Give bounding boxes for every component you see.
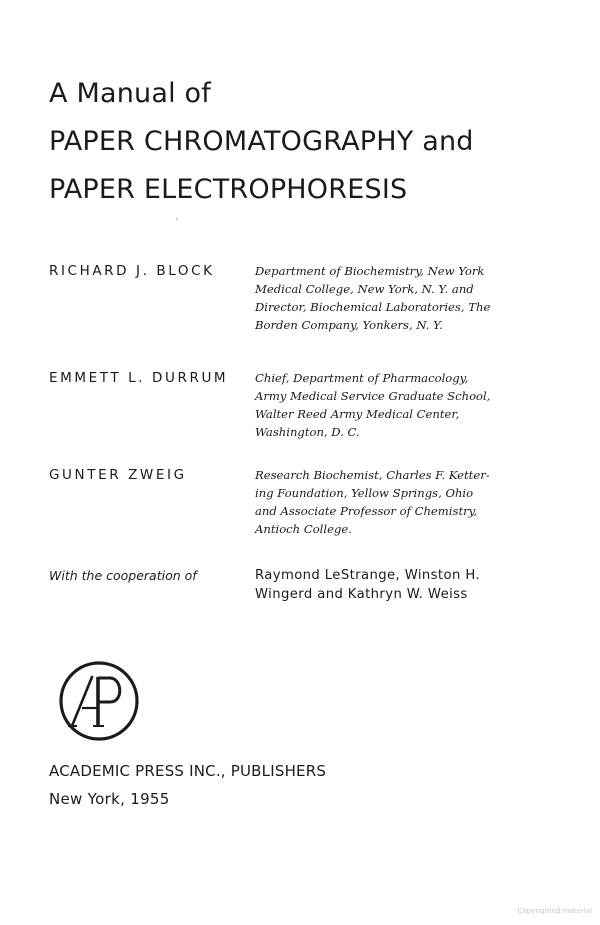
affiliation-line: Department of Biochemistry, New York bbox=[255, 264, 485, 278]
author-name-durrum: EMMETT L. DURRUM bbox=[49, 370, 229, 386]
publisher-name: ACADEMIC PRESS INC., PUBLISHERS bbox=[49, 762, 327, 780]
author-affiliation-zweig bbox=[255, 466, 491, 538]
cooperation-names-line: Raymond LeStrange, Winston H. bbox=[255, 568, 481, 583]
affiliation-line: Director, Biochemical Laboratories, The bbox=[255, 300, 491, 314]
academic-press-logo-icon bbox=[58, 660, 140, 742]
publication-place-year: New York, 1955 bbox=[49, 790, 170, 808]
affiliation-line: Army Medical Service Graduate School, bbox=[255, 389, 491, 403]
title-line-1: A Manual of bbox=[49, 78, 211, 109]
affiliation-line: Washington, D. C. bbox=[255, 425, 360, 439]
affiliation-line: Antioch College. bbox=[255, 522, 352, 536]
affiliation-line: Chief, Department of Pharmacology, bbox=[255, 371, 469, 385]
author-affiliation-block bbox=[255, 262, 491, 334]
affiliation-line: ing Foundation, Yellow Springs, Ohio bbox=[255, 486, 474, 500]
copyright-watermark: Copyrighted material bbox=[517, 907, 592, 915]
cooperation-names bbox=[255, 566, 480, 604]
affiliation-line: Borden Company, Yonkers, N. Y. bbox=[255, 318, 443, 332]
affiliation-line: and Associate Professor of Chemistry, bbox=[255, 504, 478, 518]
affiliation-line: Medical College, New York, N. Y. and bbox=[255, 282, 474, 296]
cooperation-names-line: Wingerd and Kathryn W. Weiss bbox=[255, 587, 468, 602]
affiliation-line: Research Biochemist, Charles F. Ketter- bbox=[255, 468, 490, 482]
author-name-zweig: GUNTER ZWEIG bbox=[49, 467, 187, 483]
author-affiliation-durrum bbox=[255, 369, 491, 441]
stray-dot bbox=[176, 218, 178, 220]
title-line-2: PAPER CHROMATOGRAPHY and bbox=[49, 126, 474, 157]
affiliation-line: Walter Reed Army Medical Center, bbox=[255, 407, 460, 421]
cooperation-label: With the cooperation of bbox=[49, 568, 197, 583]
title-line-3: PAPER ELECTROPHORESIS bbox=[49, 174, 408, 205]
author-name-block: RICHARD J. BLOCK bbox=[49, 263, 215, 279]
